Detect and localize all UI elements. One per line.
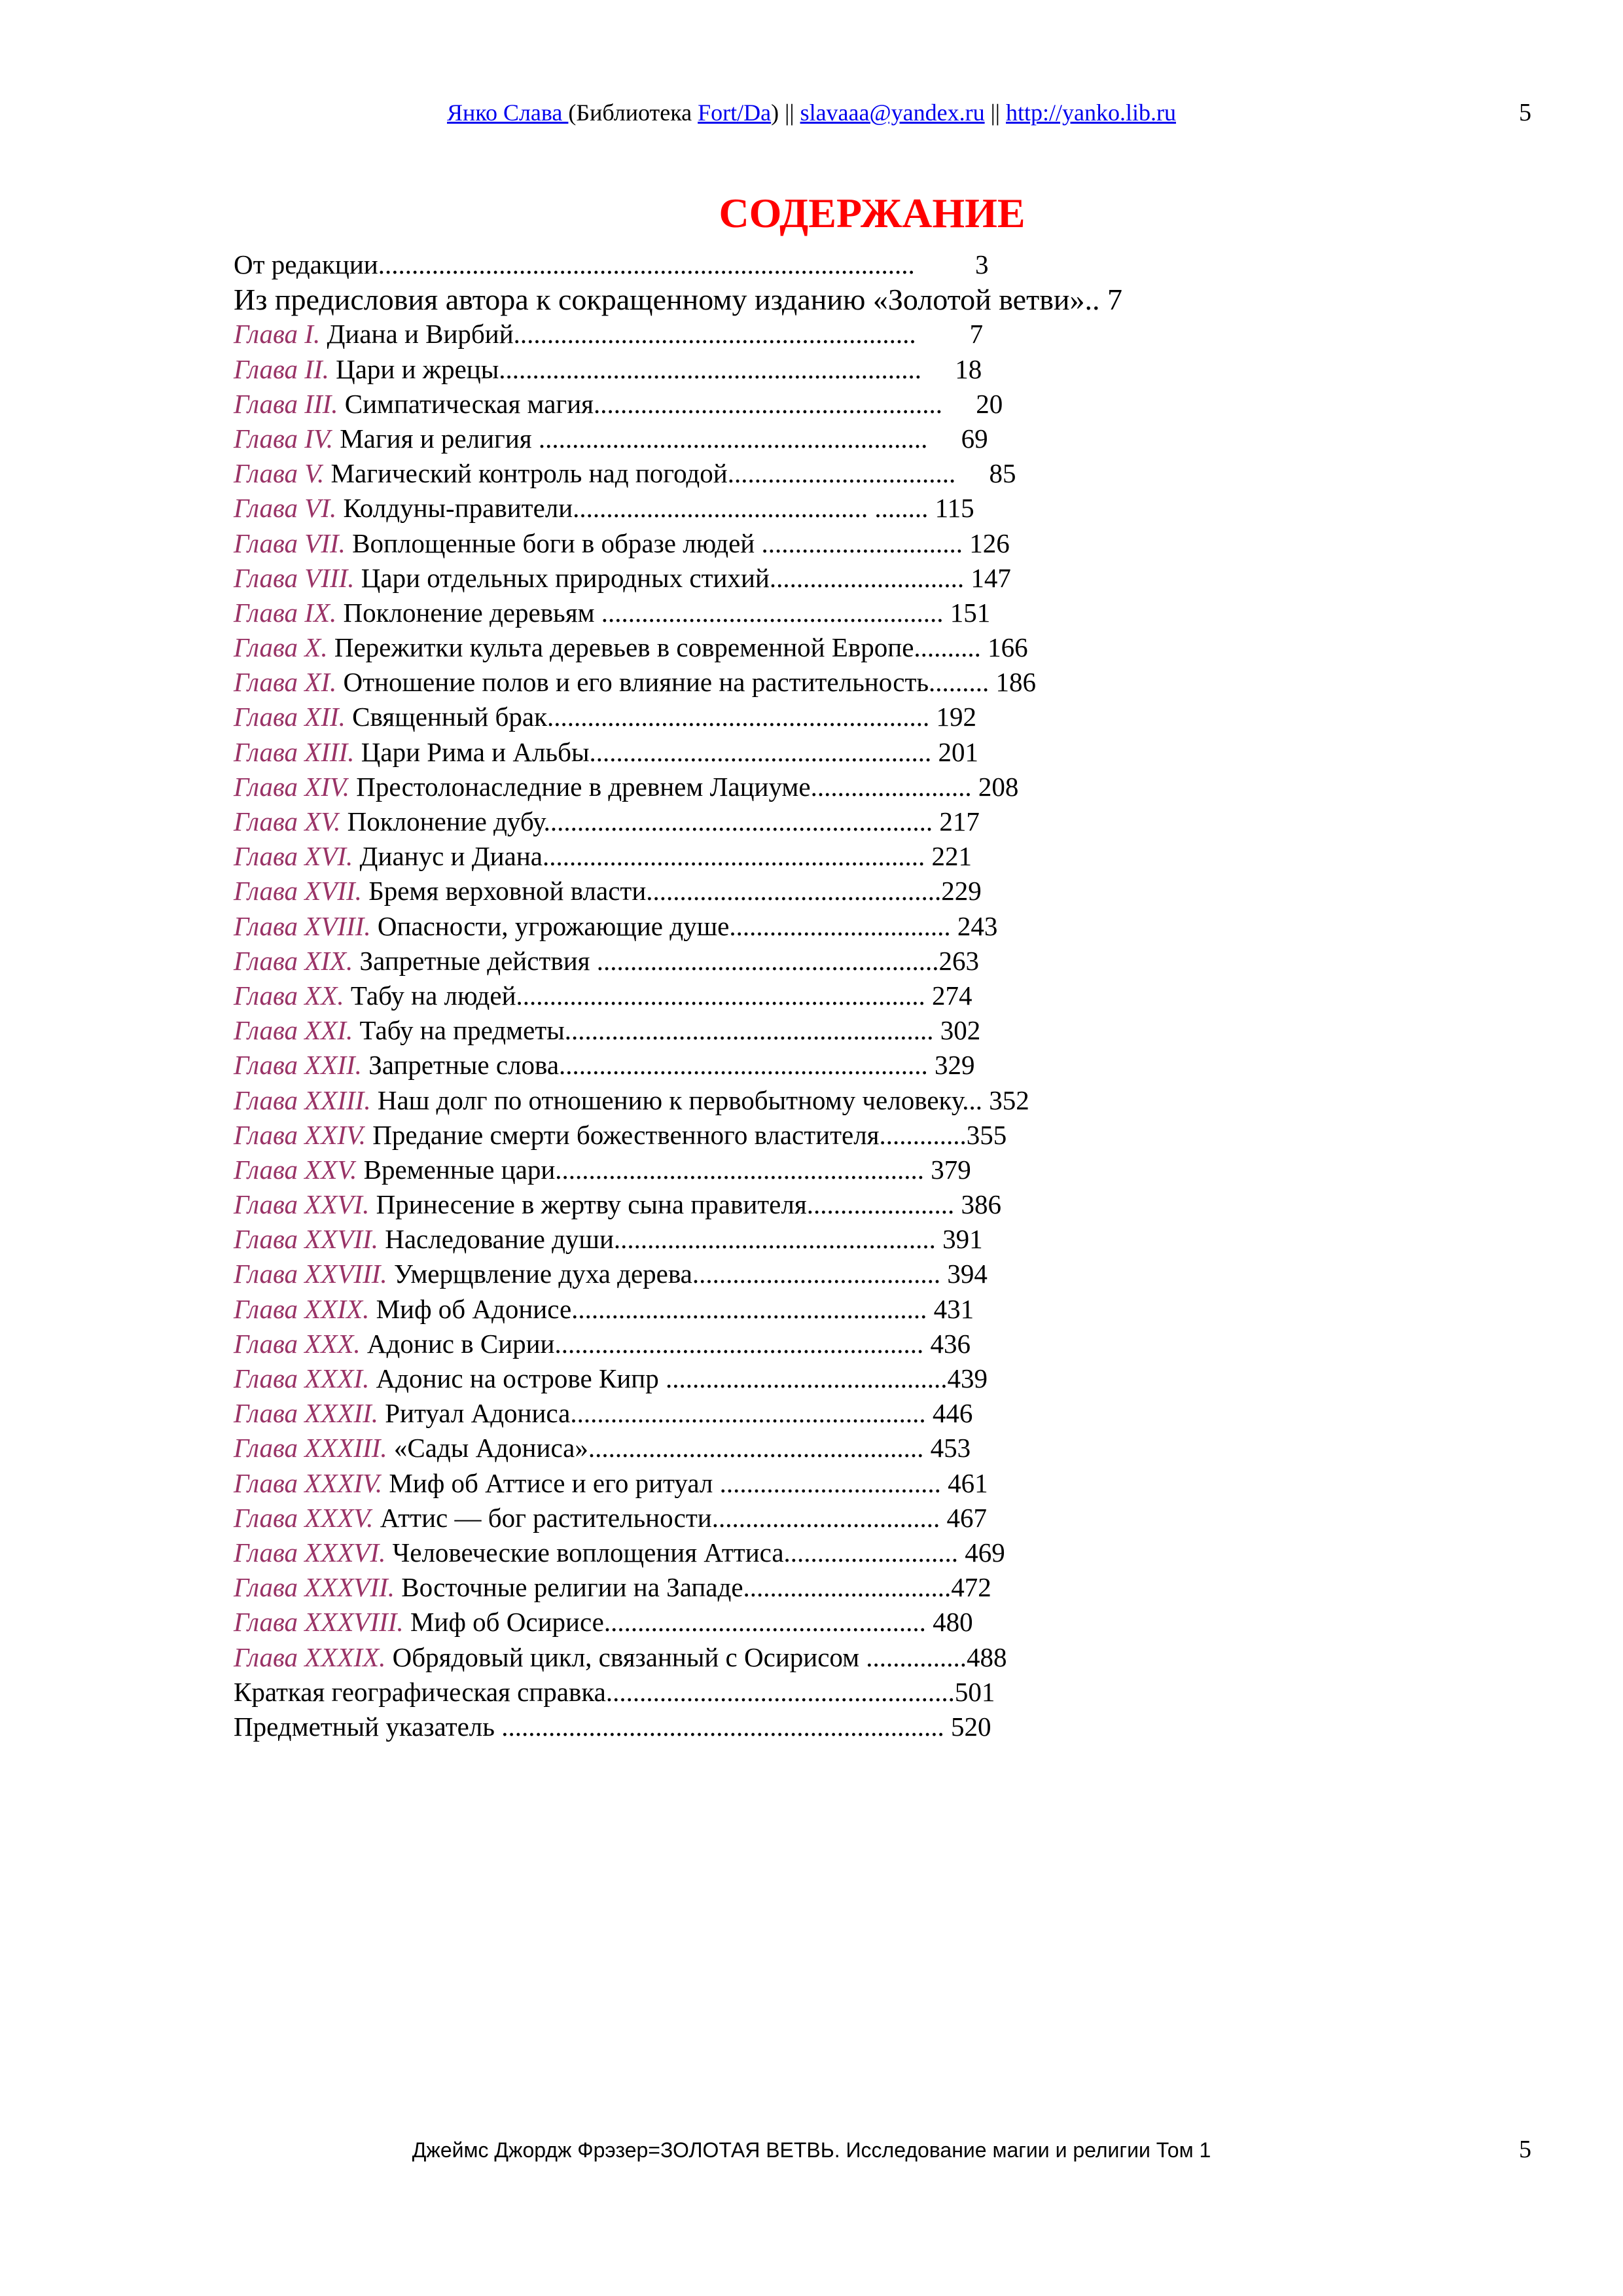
email-link[interactable]: slavaaa@yandex.ru — [800, 99, 985, 126]
entry-title: Священный брак......................................................... 192 — [345, 702, 977, 732]
entry-title: Магический контроль над погодой.................................. 85 — [324, 458, 1016, 489]
chapter-number: Глава VIII. — [234, 562, 355, 593]
toc-entry — [234, 1431, 1412, 1465]
entry-title: Дианус и Диана......................................................... 221 — [353, 841, 972, 872]
entry-title: Миф об Осирисе................................................ 480 — [403, 1607, 973, 1638]
chapter-number: Глава XX. — [234, 980, 344, 1011]
toc-entry — [234, 1466, 1412, 1501]
chapter-number: Глава XXIX. — [234, 1293, 370, 1324]
toc-entry — [234, 1048, 1412, 1083]
toc-entry — [234, 1640, 1412, 1675]
library-link[interactable]: Fort/Da — [698, 99, 772, 126]
chapter-number: Глава XXXIX. — [234, 1641, 386, 1672]
chapter-number: Глава XXIV. — [234, 1119, 366, 1150]
toc-entry — [234, 630, 1412, 665]
toc-entry — [234, 1222, 1412, 1257]
toc-entry — [234, 561, 1412, 596]
toc-entry — [234, 352, 1412, 387]
chapter-number: Глава XXXIV. — [234, 1467, 383, 1498]
chapter-number: Глава XXXV. — [234, 1502, 374, 1533]
entry-title: Адонис в Сирии....................................................... 436 — [360, 1328, 971, 1359]
chapter-number: Глава IV. — [234, 423, 333, 454]
chapter-number: Глава X. — [234, 632, 328, 663]
entry-title: Воплощенные боги в образе людей .............................. 126 — [345, 528, 1010, 558]
chapter-number: Глава XXX. — [234, 1328, 361, 1359]
footer-page-number: 5 — [1519, 2136, 1531, 2163]
page-header — [0, 98, 1623, 127]
toc-entry — [234, 944, 1412, 978]
chapter-number: Глава V. — [234, 458, 325, 489]
entry-title: Ритуал Адониса..................................................... 446 — [378, 1398, 973, 1429]
toc-entry — [234, 665, 1412, 700]
chapter-number: Глава II. — [234, 353, 329, 384]
entry-title: Диана и Вирбий............................................................ 7 — [320, 319, 984, 350]
entry-title: Поклонение дубу.......................................................... 217 — [340, 806, 980, 836]
toc-entry — [234, 770, 1412, 804]
table-of-contents — [234, 247, 1412, 1744]
entry-title: Краткая географическая справка....................................................501 — [234, 1676, 995, 1707]
chapter-number: Глава XXXVI. — [234, 1537, 386, 1568]
toc-entry — [234, 735, 1412, 770]
chapter-number: Глава XVIII. — [234, 910, 371, 941]
chapter-number: Глава XII. — [234, 702, 346, 732]
toc-entry — [234, 596, 1412, 630]
chapter-number: Глава XI. — [234, 667, 337, 698]
entry-title: Аттис — бог растительности.................................. 467 — [373, 1502, 987, 1533]
entry-title: Бремя верховной власти............................................229 — [361, 876, 982, 906]
toc-entry — [234, 1605, 1412, 1640]
toc-entry — [234, 700, 1412, 734]
separator: ) || — [771, 99, 800, 126]
entry-title: Миф об Аттисе и его ритуал ................................. 461 — [382, 1467, 988, 1498]
chapter-number: Глава XXVII. — [234, 1224, 378, 1255]
chapter-number: Глава XIV. — [234, 771, 349, 802]
entry-title: Поклонение деревьям ................................................... 151 — [336, 597, 991, 628]
toc-entry — [234, 247, 1412, 282]
toc-entry — [234, 804, 1412, 839]
entry-title: Запретные слова....................................................... 329 — [361, 1050, 975, 1081]
toc-entry — [234, 1535, 1412, 1570]
toc-entry — [234, 282, 1412, 317]
chapter-number: Глава III. — [234, 388, 338, 419]
toc-entry — [234, 1396, 1412, 1431]
entry-title: Колдуны-правители............................................ ........ 115 — [336, 493, 974, 524]
entry-title: Обрядовый цикл, связанный с Осирисом ...............488 — [385, 1641, 1007, 1672]
toc-entry — [234, 491, 1412, 526]
toc-entry — [234, 1327, 1412, 1361]
entry-title: Цари отдельных природных стихий............................. 147 — [354, 562, 1011, 593]
toc-entry — [234, 1257, 1412, 1291]
toc-entry — [234, 1361, 1412, 1396]
entry-title: Принесение в жертву сына правителя...................... 386 — [369, 1189, 1001, 1220]
entry-title: Наш долг по отношению к первобытному человеку... 352 — [370, 1085, 1029, 1115]
chapter-number: Глава XXXVIII. — [234, 1607, 404, 1638]
toc-entry — [234, 1710, 1412, 1744]
chapter-number: Глава XXII. — [234, 1050, 362, 1081]
toc-entry — [234, 1153, 1412, 1187]
entry-title: Человеческие воплощения Аттиса.......................... 469 — [385, 1537, 1005, 1568]
separator: || — [984, 99, 1007, 126]
entry-title: Отношение полов и его влияние на растительность......... 186 — [336, 667, 1037, 698]
toc-title: СОДЕРЖАНИЕ — [719, 190, 1026, 236]
chapter-number: Глава XIX. — [234, 945, 353, 976]
entry-title: Из предисловия автора к сокращенному изданию «Золотой ветви».. 7 — [234, 283, 1123, 317]
entry-title: Миф об Адонисе..................................................... 431 — [369, 1293, 974, 1324]
chapter-number: Глава I. — [234, 319, 321, 350]
chapter-number: Глава XXV. — [234, 1154, 357, 1185]
page-footer: Джеймс Джордж Фрэзер=ЗОЛОТАЯ ВЕТВЬ. Исследование магии и религии Том 1 — [412, 2138, 1211, 2162]
toc-entry — [234, 1292, 1412, 1327]
toc-entry — [234, 978, 1412, 1013]
chapter-number: Глава XVI. — [234, 841, 353, 872]
chapter-number: Глава XIII. — [234, 736, 355, 767]
chapter-number: Глава XVII. — [234, 876, 362, 906]
entry-title: Цари Рима и Альбы................................................... 201 — [354, 736, 979, 767]
toc-entry — [234, 1083, 1412, 1118]
chapter-number: Глава XXXVII. — [234, 1572, 395, 1603]
entry-title: «Сады Адониса».................................................. 453 — [387, 1433, 971, 1463]
toc-entry — [234, 909, 1412, 944]
author-link[interactable]: Янко Слава — [447, 99, 569, 126]
toc-entry — [234, 1187, 1412, 1222]
entry-title: Наследование души................................................ 391 — [378, 1224, 983, 1255]
toc-entry — [234, 1570, 1412, 1605]
toc-entry — [234, 1118, 1412, 1153]
entry-title: Табу на людей............................................................. 274 — [344, 980, 972, 1011]
toc-entry — [234, 456, 1412, 491]
chapter-number: Глава XXI. — [234, 1015, 353, 1046]
entry-title: Табу на предметы....................................................... 302 — [353, 1015, 981, 1046]
site-link[interactable]: http://yanko.lib.ru — [1006, 99, 1176, 126]
entry-title: Престолонаследние в древнем Лациуме........................ 208 — [349, 771, 1019, 802]
entry-title: От редакции................................................................................ 3 — [234, 249, 989, 279]
chapter-number: Глава XV. — [234, 806, 341, 836]
chapter-number: Глава XXVI. — [234, 1189, 370, 1220]
entry-title: Умерщвление духа дерева..................................... 394 — [387, 1259, 988, 1289]
entry-title: Временные цари....................................................... 379 — [357, 1154, 971, 1185]
entry-title: Запретные действия ...................................................263 — [353, 945, 979, 976]
toc-entry — [234, 422, 1412, 456]
toc-entry — [234, 874, 1412, 908]
entry-title: Предметный указатель .................................................................. 520 — [234, 1711, 991, 1742]
entry-title: Пережитки культа деревьев в современной Европе.......... 166 — [327, 632, 1028, 663]
toc-entry — [234, 1013, 1412, 1048]
entry-title: Опасности, угрожающие душе................................. 243 — [370, 910, 998, 941]
toc-entry — [234, 1675, 1412, 1710]
entry-title: Симпатическая магия.................................................... 20 — [338, 388, 1003, 419]
toc-entry — [234, 317, 1412, 351]
chapter-number: Глава XXVIII. — [234, 1259, 387, 1289]
chapter-number: Глава VI. — [234, 493, 337, 524]
chapter-number: Глава XXXI. — [234, 1363, 370, 1393]
chapter-number: Глава XXXII. — [234, 1398, 378, 1429]
entry-title: Магия и религия .......................................................... 69 — [332, 423, 988, 454]
toc-entry — [234, 1501, 1412, 1535]
toc-entry — [234, 387, 1412, 422]
chapter-number: Глава XXIII. — [234, 1085, 371, 1115]
toc-entry — [234, 839, 1412, 874]
entry-title: Восточные религии на Западе...............................472 — [395, 1572, 991, 1603]
toc-entry — [234, 526, 1412, 561]
entry-title: Цари и жрецы............................................................... 18 — [329, 353, 982, 384]
chapter-number: Глава IX. — [234, 597, 337, 628]
library-label: (Библиотека — [568, 99, 698, 126]
header-page-number: 5 — [1519, 99, 1531, 126]
chapter-number: Глава XXXIII. — [234, 1433, 387, 1463]
entry-title: Адонис на острове Кипр ..........................................439 — [369, 1363, 988, 1393]
entry-title: Предание смерти божественного властителя.............355 — [366, 1119, 1007, 1150]
chapter-number: Глава VII. — [234, 528, 346, 558]
